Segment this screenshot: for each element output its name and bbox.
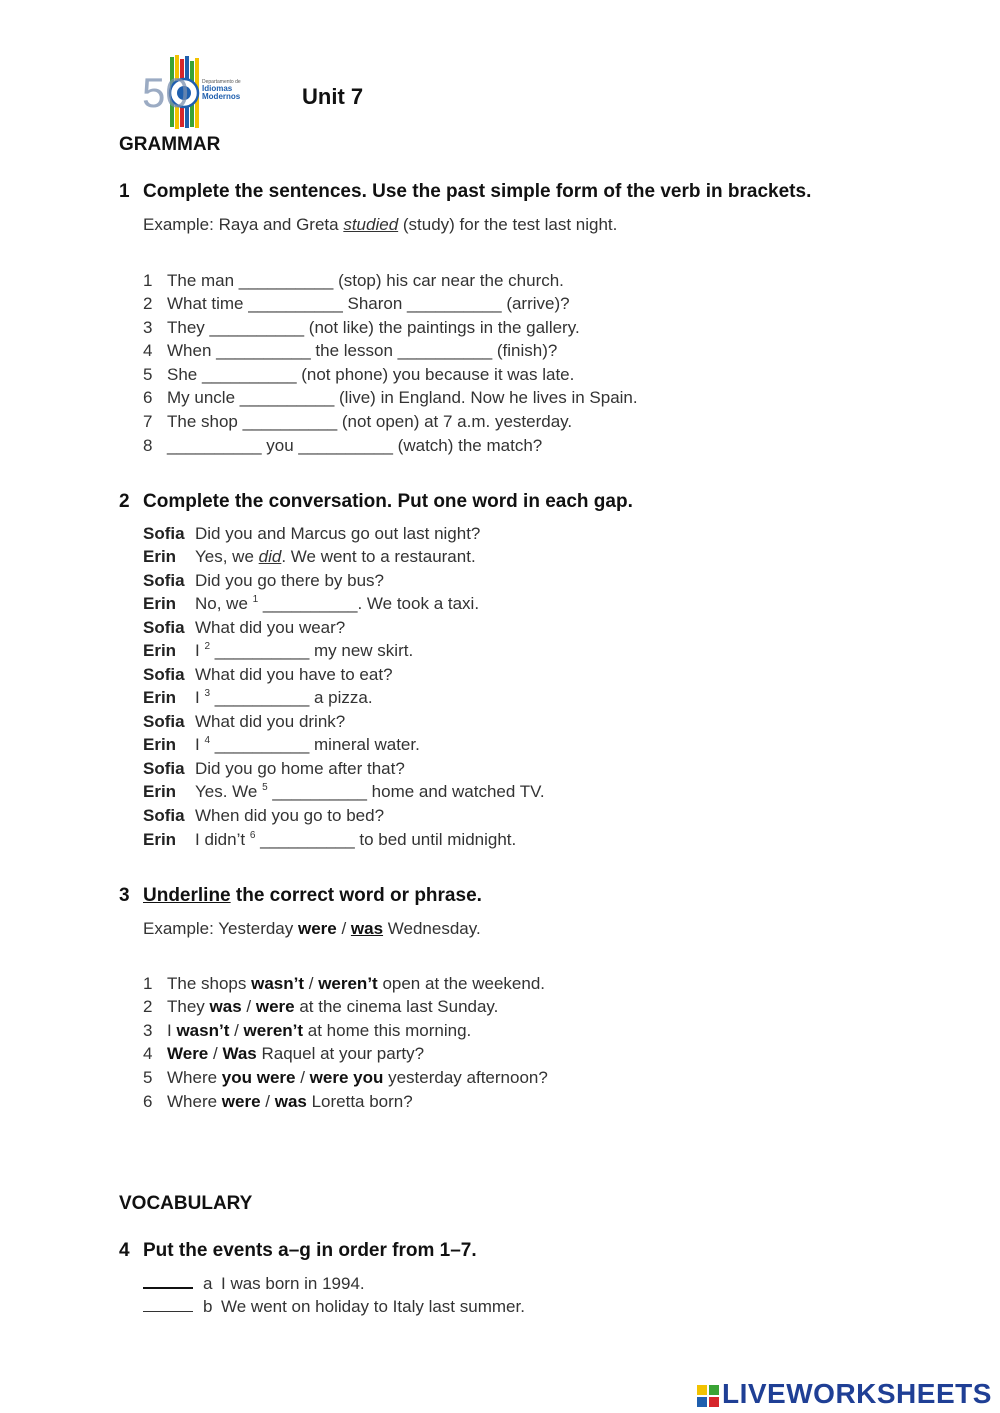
option-a[interactable]: were [221, 1092, 261, 1111]
option-a[interactable]: wasn’t [251, 974, 305, 993]
order-item: a I was born in 1994. [143, 1273, 365, 1294]
liveworksheets-logo [697, 1378, 992, 1412]
conversation-line: Sofia What did you wear? [143, 618, 346, 637]
conversation-line: Sofia What did you drink? [143, 712, 346, 731]
option-a[interactable]: was [209, 997, 242, 1016]
svg-text:Departamento de: Departamento de [202, 79, 241, 85]
svg-text:Modernos: Modernos [202, 92, 241, 101]
liveworksheets-icon [697, 1385, 719, 1412]
exercise-4-title: 4 Put the events a–g in order from 1–7. [119, 1240, 477, 1261]
order-answer-field[interactable] [143, 1297, 193, 1312]
conversation-line: Sofia When did you go to bed? [143, 806, 385, 825]
exercise-1-item: 8 __________ you __________ (watch) the match? [143, 436, 543, 455]
exercise-3-item: 4 Were / Was Raquel at your party? [143, 1044, 425, 1063]
logo-number: 50 [142, 69, 189, 116]
conversation-line: Erin I didn’t $^6$ __________ to bed until midnight. [143, 830, 517, 849]
option-b[interactable]: was [274, 1092, 307, 1111]
conversation-line: Erin I $^4$ __________ mineral water. [143, 735, 420, 754]
exercise-1-item: 5 She __________ (not phone) you because it was late. [143, 365, 575, 384]
option-b[interactable]: were you [309, 1068, 384, 1087]
conversation-line: Erin No, we $^1$ __________. We took a taxi. [143, 594, 480, 613]
vocabulary-heading: VOCABULARY [119, 1193, 253, 1214]
department-logo [140, 55, 252, 133]
exercise-3-item: 3 I wasn’t / weren’t at home this morning. [143, 1021, 472, 1040]
svg-text:Idiomas: Idiomas [202, 84, 233, 93]
conversation-line: Erin I $^2$ __________ my new skirt. [143, 641, 414, 660]
logo-graphic [140, 55, 252, 133]
conversation-line: Sofia Did you go home after that? [143, 759, 405, 778]
option-b[interactable]: Was [222, 1044, 257, 1063]
option-b[interactable]: weren’t [243, 1021, 304, 1040]
conversation-line: Sofia What did you have to eat? [143, 665, 393, 684]
exercise-1-title: 1 Complete the sentences. Use the past simple form of the verb in brackets. [119, 181, 812, 202]
exercise-1-item: 7 The shop __________ (not open) at 7 a.m. yesterday. [143, 412, 573, 431]
exercise-1-item: 2 What time __________ Sharon __________ (arrive)? [143, 294, 570, 313]
exercise-3-title: 3 Underline the correct word or phrase. [119, 885, 482, 906]
liveworksheets-brand: LIVEWORKSHEETS [722, 1378, 992, 1409]
option-b[interactable]: weren’t [318, 974, 378, 993]
exercise-2-title: 2 Complete the conversation. Put one word in each gap. [119, 491, 633, 512]
exercise-1-item: 4 When __________ the lesson __________ (finish)? [143, 341, 558, 360]
option-a[interactable]: you were [221, 1068, 296, 1087]
conversation-line: Erin Yes, we did. We went to a restaurant. [143, 547, 476, 566]
order-answer-field[interactable] [143, 1273, 193, 1289]
conversation-line: Sofia Did you and Marcus go out last night? [143, 524, 481, 543]
option-a[interactable]: Were [167, 1044, 209, 1063]
exercise-3-item: 1 The shops wasn’t / weren’t open at the weekend. [143, 974, 546, 993]
exercise-3-item: 6 Where were / was Loretta born? [143, 1092, 413, 1111]
exercise-1-item: 6 My uncle __________ (live) in England. Now he lives in Spain. [143, 388, 638, 407]
unit-title: Unit 7 [302, 84, 364, 109]
grammar-heading: GRAMMAR [119, 134, 221, 155]
exercise-1-item: 1 The man __________ (stop) his car near the church. [143, 271, 564, 290]
exercise-1-item: 3 They __________ (not like) the paintings in the gallery. [143, 318, 580, 337]
option-a[interactable]: wasn’t [176, 1021, 230, 1040]
order-item: b We went on holiday to Italy last summer. [143, 1297, 525, 1317]
conversation-line: Erin I $^3$ __________ a pizza. [143, 688, 373, 707]
exercise-3-example: Example: Yesterday were / was Wednesday. [143, 919, 481, 938]
conversation-line: Sofia Did you go there by bus? [143, 571, 385, 590]
exercise-3-item: 2 They was / were at the cinema last Sunday. [143, 997, 499, 1016]
exercise-1-example: Example: Raya and Greta studied (study) for the test last night. [143, 215, 618, 234]
option-b[interactable]: were [255, 997, 295, 1016]
conversation-line: Erin Yes. We $^5$ __________ home and watched TV. [143, 782, 545, 801]
exercise-3-item: 5 Where you were / were you yesterday afternoon? [143, 1068, 548, 1087]
